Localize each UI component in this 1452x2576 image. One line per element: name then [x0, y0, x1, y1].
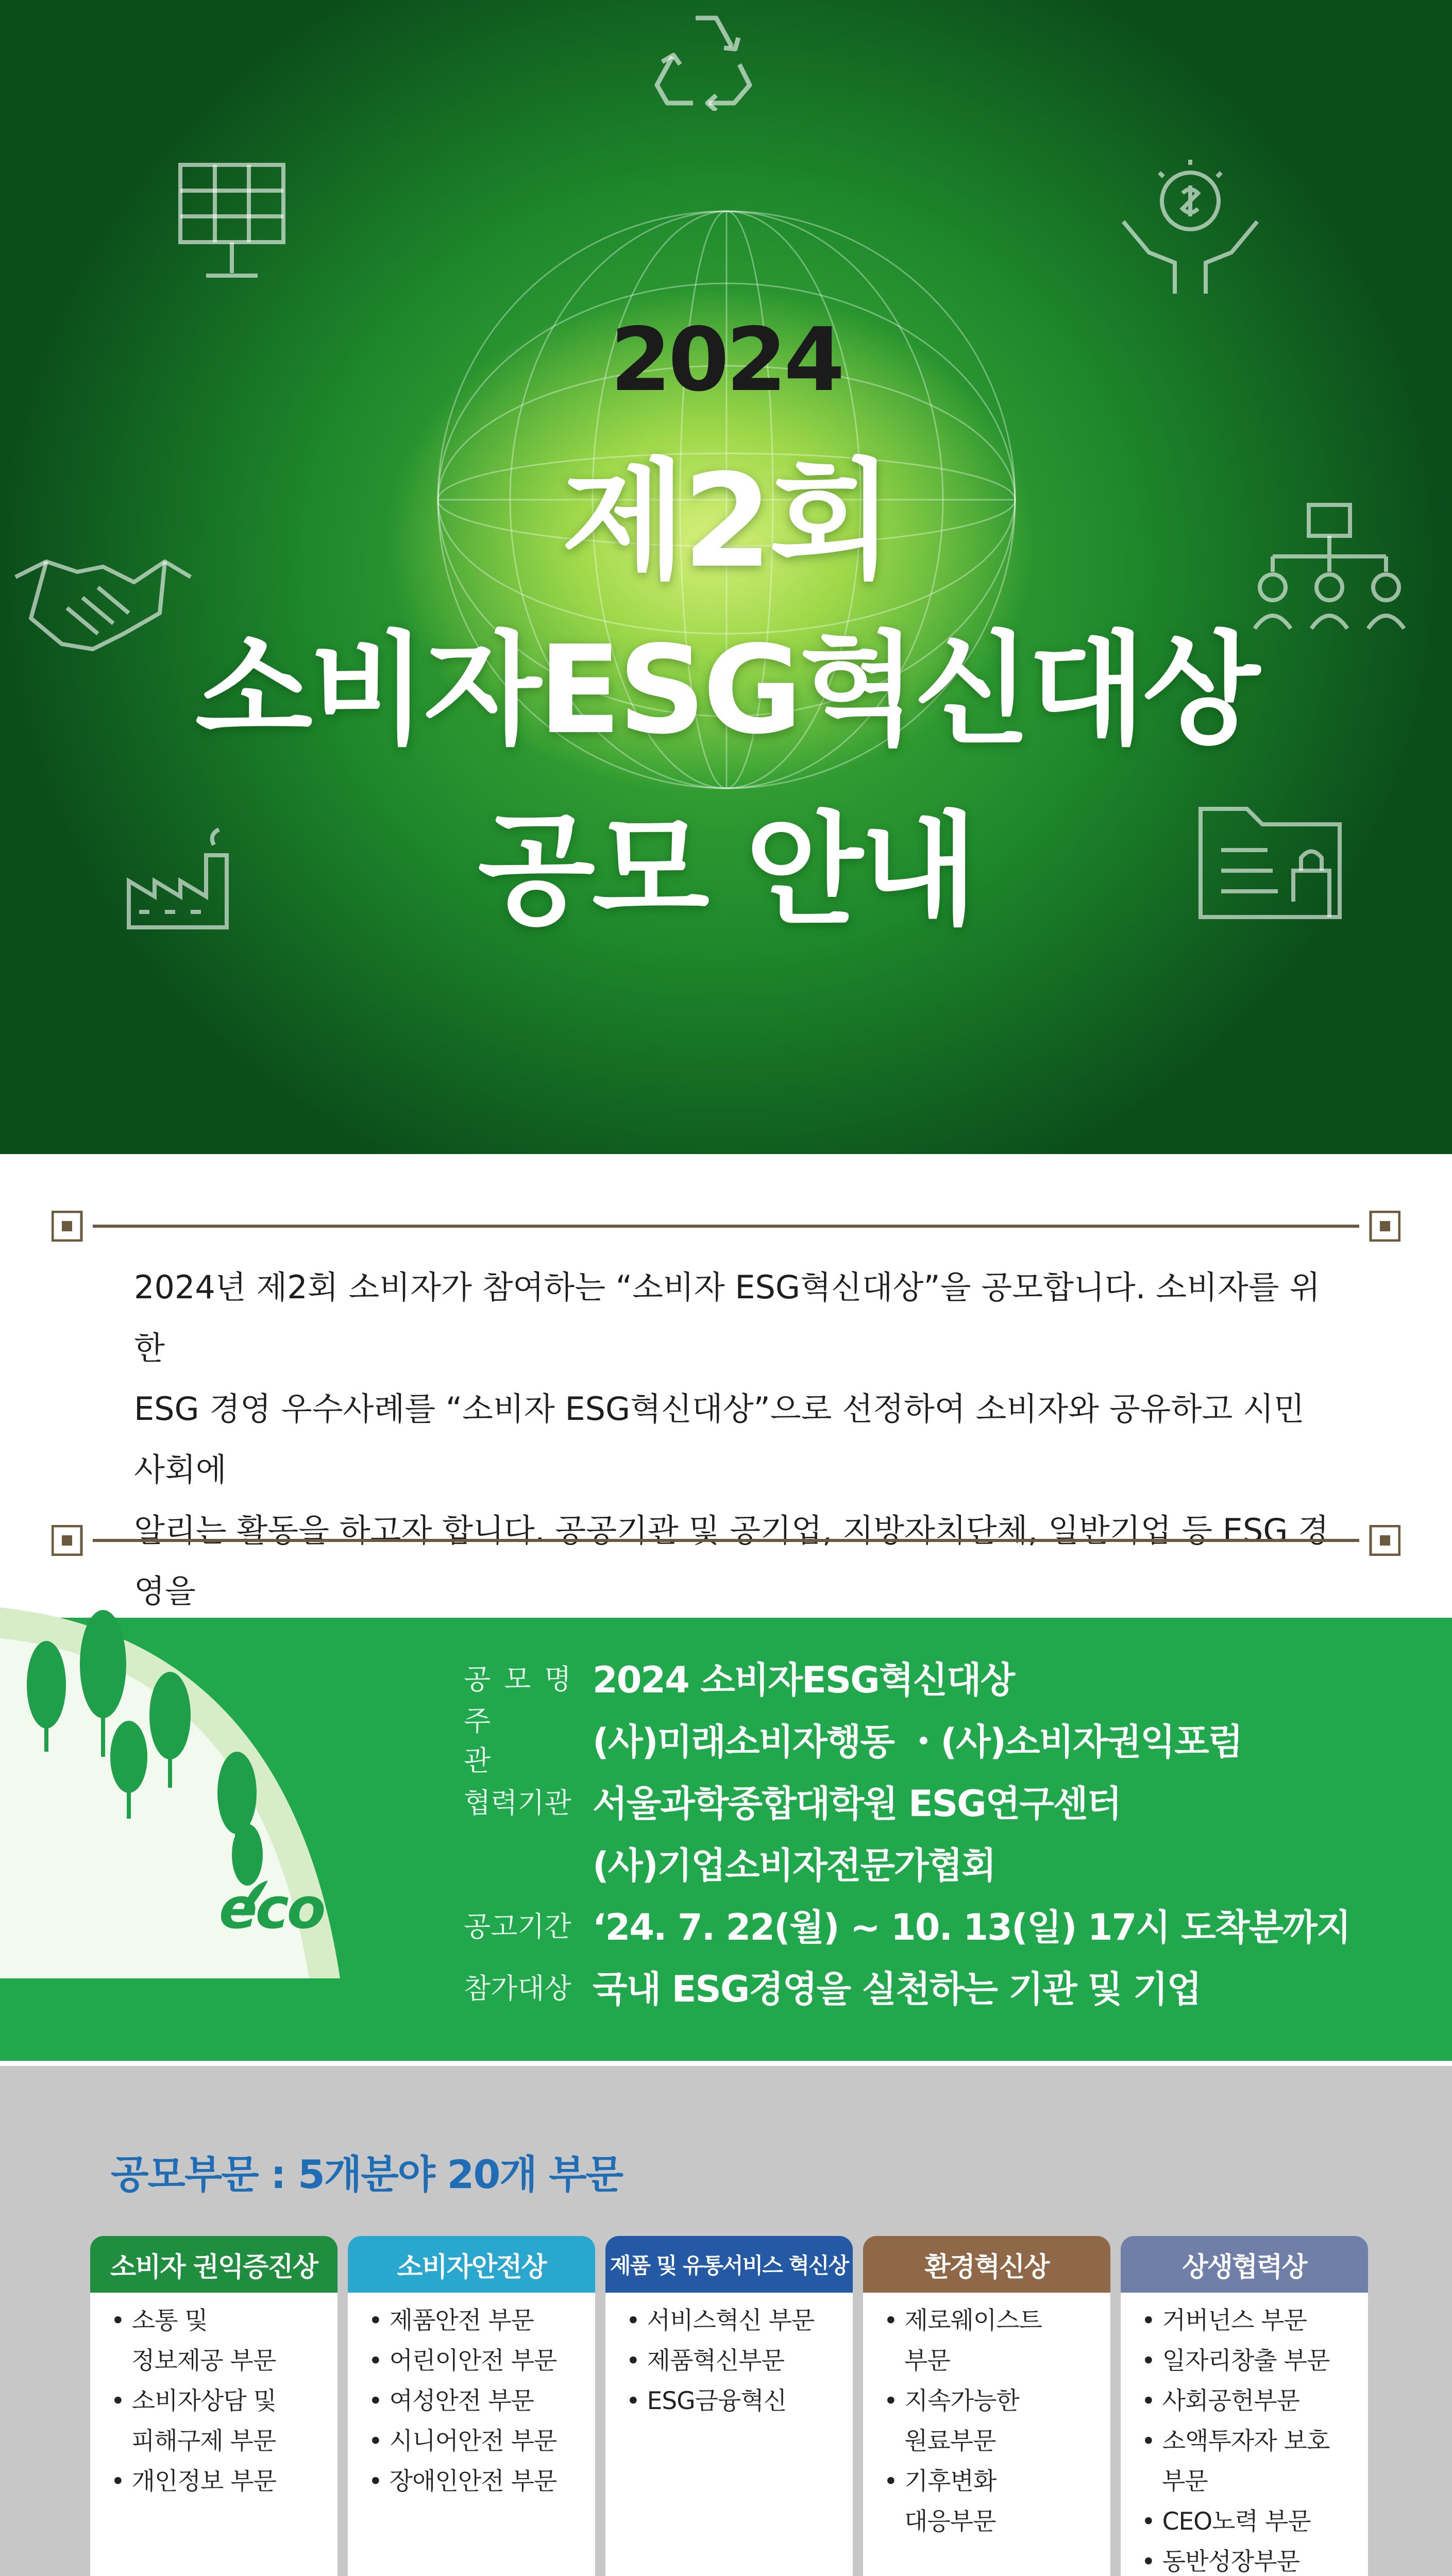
intro-line: 2024년 제2회 소비자가 참여하는 “소비자 ESG혁신대상”을 공모합니다. 소비자를 위한 [134, 1268, 1321, 1367]
info-row-partner-2 [464, 1834, 995, 1891]
category-header: 제품 및 유통서비스 혁신상 [605, 2236, 853, 2293]
info-label: 주관 [464, 1705, 548, 1777]
category-item: • 거버넌스 부문 [1141, 2307, 1307, 2335]
info-row-target [464, 1958, 1201, 2014]
category-card [90, 2236, 337, 2496]
intro-line: 알리는 활동을 하고자 합니다. 공공기관 및 공기업, 지방자치단체, 일반기업 등 ESG 경영을 [134, 1512, 1329, 1610]
info-label: 참가대상 [464, 1972, 571, 2005]
category-item: • 제품안전 부문 [368, 2307, 534, 2335]
category-item: • 소액투자자 보호 [1141, 2427, 1330, 2455]
category-item: • 소통 및 [111, 2307, 208, 2335]
intro-line: ESG 경영 우수사례를 “소비자 ESG혁신대상”으로 선정하여 소비자와 공유하고 시민사회에 [134, 1390, 1305, 1488]
solar-panel-icon [170, 155, 304, 289]
category-item: • 사회공헌부문 [1141, 2387, 1300, 2415]
info-row-period [464, 1896, 1350, 1953]
category-card [605, 2236, 853, 2415]
category-item: 부문 [904, 2347, 950, 2375]
info-label: 공고기간 [464, 1910, 571, 1943]
category-card [348, 2236, 595, 2496]
category-header: 상생협력상 [1121, 2236, 1368, 2293]
category-card [1121, 2236, 1368, 2576]
hero-title-line-3: 공모 안내 [477, 800, 975, 941]
category-list [626, 2301, 848, 2421]
category-item: • 어린이안전 부문 [368, 2347, 557, 2375]
info-value: 국내 ESG경영을 실천하는 기관 및 기업 [593, 1968, 1201, 2010]
category-item: • 제품혁신부문 [626, 2347, 785, 2375]
divider-bottom [52, 1525, 1400, 1556]
divider-top [52, 1211, 1400, 1242]
hero-banner [0, 0, 1452, 1154]
hero-title-line-2: 소비자ESG혁신대상 [195, 619, 1257, 761]
category-card [863, 2236, 1110, 2536]
category-item: • 여성안전 부문 [368, 2387, 534, 2415]
category-item: • CEO노력 부문 [1141, 2507, 1311, 2536]
category-item: • 장애인안전 부문 [368, 2467, 557, 2496]
category-item: • 지속가능한 [884, 2387, 1019, 2415]
category-item: • 소비자상담 및 [111, 2387, 277, 2415]
info-value: 서울과학종합대학원 ESG연구센터 [593, 1782, 1121, 1825]
category-item: 대응부문 [904, 2507, 996, 2536]
eco-label: eco [219, 1875, 324, 1941]
category-item: • 일자리창출 부문 [1141, 2347, 1330, 2375]
category-list [111, 2301, 332, 2502]
category-item: • ESG금융혁신 [626, 2387, 787, 2415]
category-item: • 제로웨이스트 [884, 2307, 1042, 2335]
info-label: 협력기관 [464, 1786, 571, 1819]
category-item: • 서비스혁신 부문 [626, 2307, 815, 2335]
category-item: 정보제공 부문 [131, 2347, 276, 2375]
category-item: 피해구제 부문 [131, 2427, 276, 2455]
info-value: (사)기업소비자전문가협회 [593, 1844, 995, 1887]
info-row-title [464, 1649, 1014, 1705]
category-item: 원료부문 [904, 2427, 996, 2455]
recycle-icon [647, 8, 765, 111]
info-row-partner [464, 1772, 1121, 1829]
category-item: • 개인정보 부문 [111, 2467, 277, 2496]
category-header: 소비자 권익증진상 [90, 2236, 337, 2293]
money-hands-icon [1113, 149, 1268, 304]
info-label: 공모명 [464, 1663, 585, 1696]
category-item: • 기후변화 [884, 2467, 997, 2496]
category-list [1141, 2301, 1363, 2576]
hero-year: 2024 [610, 309, 842, 411]
category-item: • 동반성장부문 [1141, 2548, 1300, 2576]
category-header: 소비자안전상 [348, 2236, 595, 2293]
hero-title-line-1: 제2회 [561, 446, 891, 596]
category-item: • 시니어안전 부문 [368, 2427, 557, 2455]
info-value: (사)미래소비자행동 ・(사)소비자권익포럼 [593, 1720, 1242, 1763]
category-item: 부문 [1162, 2467, 1208, 2496]
category-header: 환경혁신상 [863, 2236, 1110, 2293]
info-value: ‘24. 7. 22(월) ~ 10. 13(일) 17시 도착분까지 [593, 1906, 1350, 1948]
categories-title: 공모부문 : 5개분야 20개 부문 [111, 2151, 623, 2197]
category-list [368, 2301, 590, 2502]
info-value: 2024 소비자ESG혁신대상 [593, 1658, 1015, 1701]
category-list [884, 2301, 1105, 2542]
info-row-host [464, 1705, 1242, 1777]
